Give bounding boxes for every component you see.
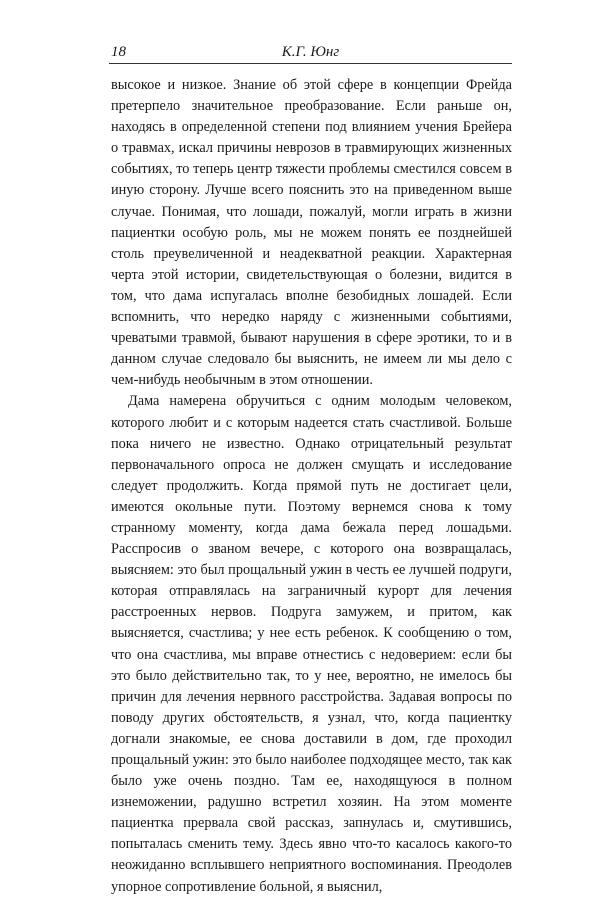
running-head-author: К.Г. Юнг: [281, 44, 340, 60]
paragraph: Дама намерена обручиться с одним молодым человеком, которого любит и с которым надеется стать счастливой. Больше пока ничего не известно. Однако отрицательный результат первоначального опроса не должен смущать и исследование следует продолжить. Когда прямой путь не достигает цели, имеются окольные пути. Поэтому вернемся снова к тому странному моменту, когда дама бежала перед лошадьми. Расспросив о званом вечере, с которого она возвращалась, выясняем: это был прощальный ужин в честь ее лучшей подруги, которая отправлялась на заграничный курорт для лечения расстроенных нервов. Подруга замужем, и притом, как выясняется, счастлива; у нее есть ребенок. К сообщению о том, что она счастлива, мы вправе отнестись с недоверием: если бы это было действительно так, то у нее, вероятно, не имелось бы причин для лечения нервного расстройства. Задавая вопросы по поводу других обстоятельств, я узнал, что, когда пациентку догнали знакомые, ее снова доставили в дом, где проходил прощальный ужин: это было наиболее подходящее место, так как было уже очень поздно. Там ее, находящуюся в полном изнеможении, радушно встретил хозяин. На этом моменте пациентка прервала свой рассказ, запнулась и, смутившись, попыталась сменить тему. Здесь явно что-то касалось какого-то неожиданно всплывшего неприятного воспоминания. Преодолев упорное сопротивление больной, я выяснил,: [111, 393, 512, 895]
paragraph-continued: высокое и низкое. Знание об этой сфере в концепции Фрейда претерпело значительное преобразование. Если раньше он, находясь в определенной степени под влиянием учения Брейера о травмах, искал причины неврозов в травмирующих жизненных событиях, то теперь центр тяжести проблемы сместился совсем в иную сторону. Лучше всего пояснить это на приведенном выше случае. Понимая, что лошади, пожалуй, могли играть в жизни пациентки особую роль, мы не можем понять ее позднейшей столь преувеличенной и неадекватной реакции. Характерная черта этой истории, свидетельствующая о болезни, видится в том, что дама испугалась вполне безобидных лошадей. Если вспомнить, что нередко наряду с жизненными событиями, чреватыми травмой, бывают нарушения в сфере эротики, то и в данном случае следовало бы выяснить, не имеем ли мы дело с чем-нибудь необычным в этом отношении.: [111, 77, 512, 389]
running-head: [109, 42, 512, 64]
header-rule: [109, 63, 512, 64]
body-text: [111, 75, 512, 898]
page-number: 18: [111, 44, 126, 60]
